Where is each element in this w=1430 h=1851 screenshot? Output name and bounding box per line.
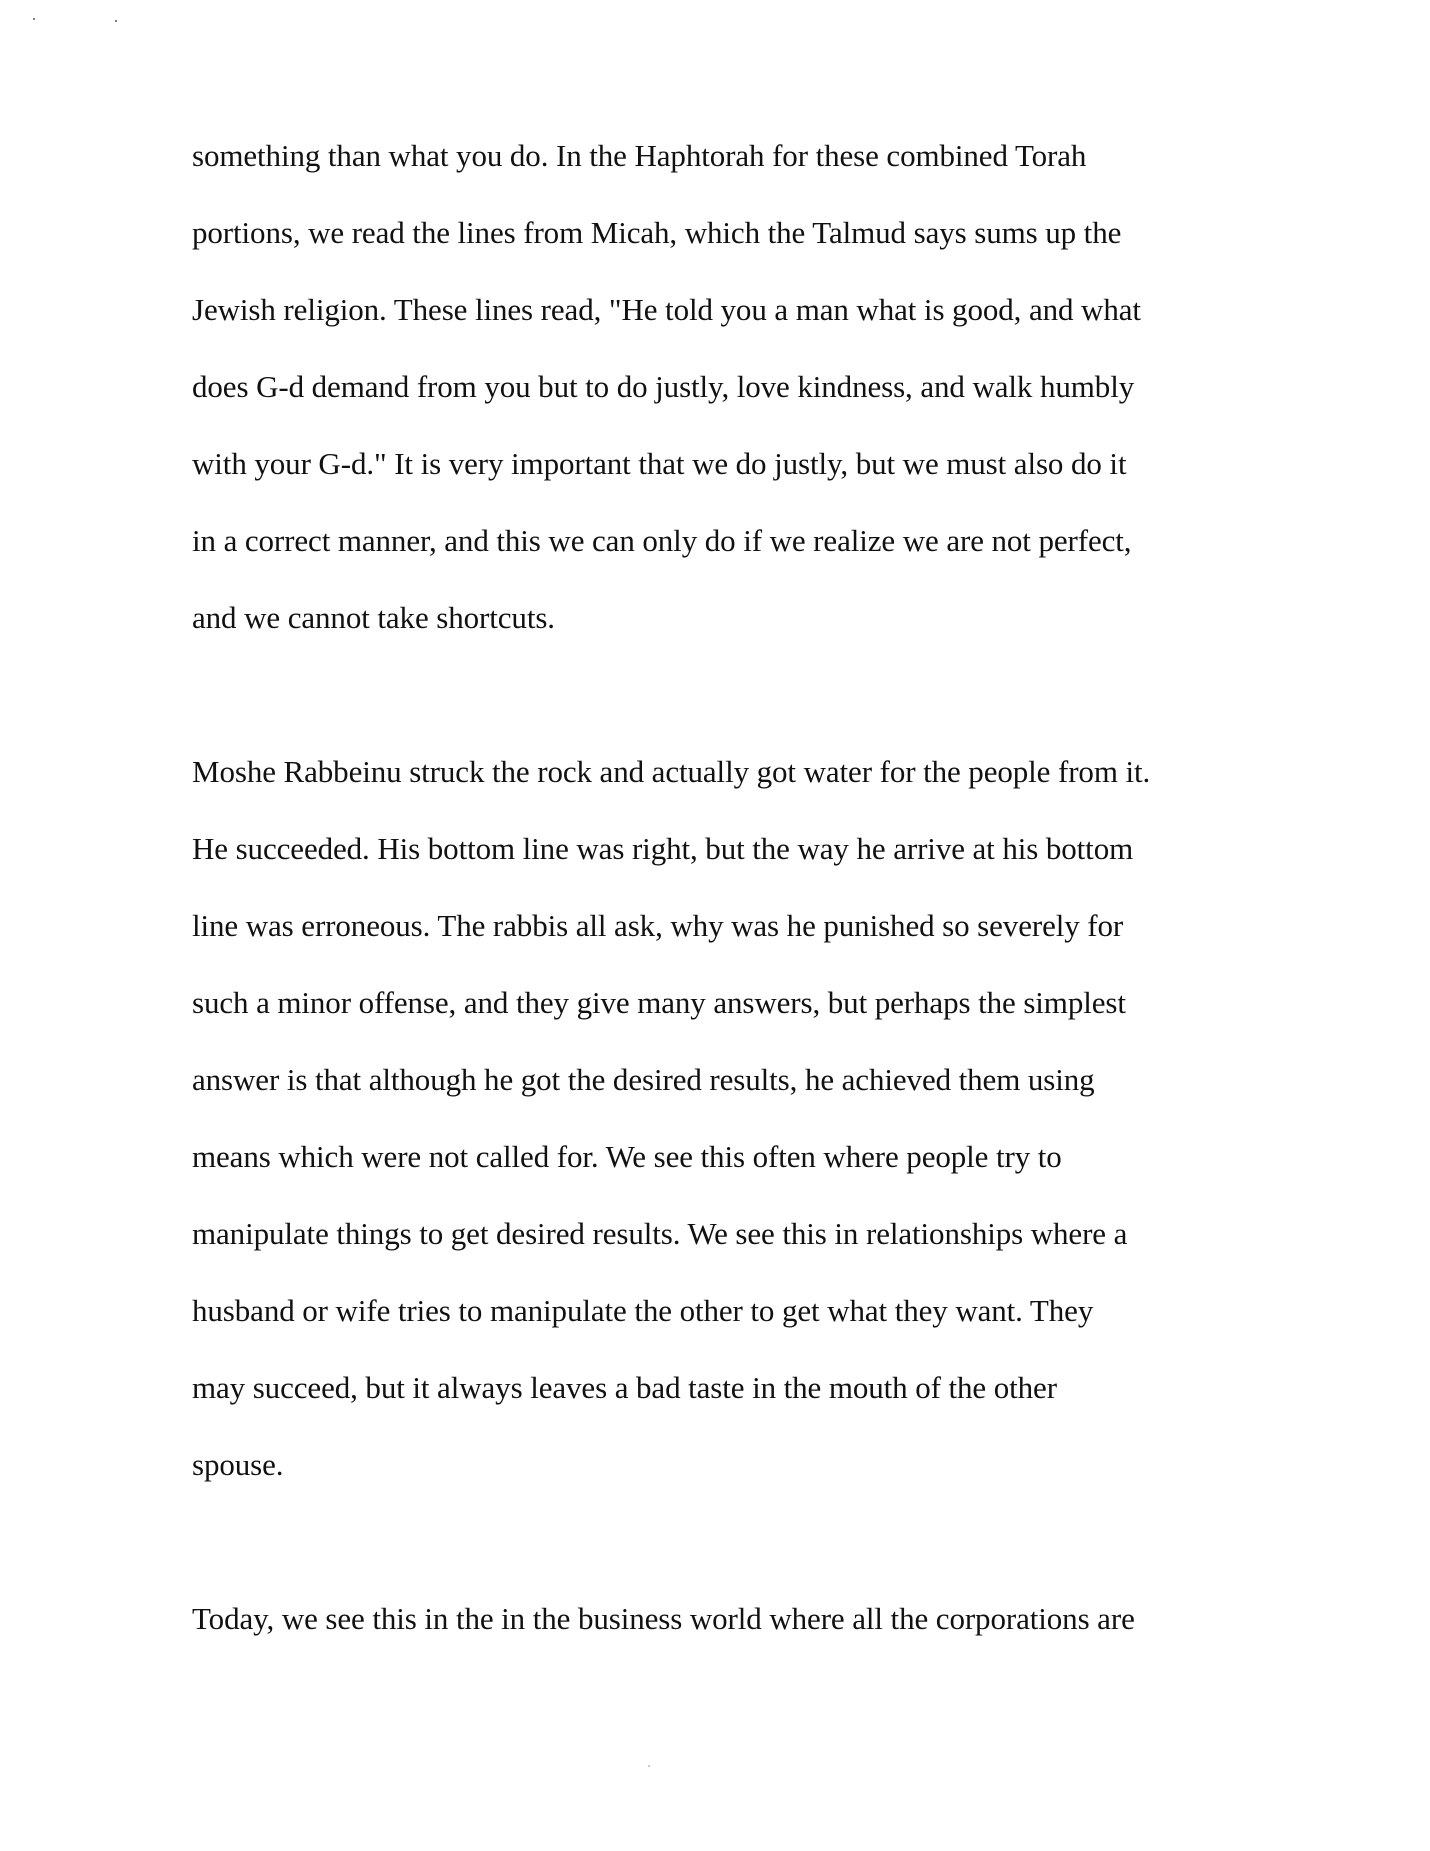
text-line: does G-d demand from you but to do justly, love kindness, and walk humbly — [192, 369, 1135, 404]
text-line: husband or wife tries to manipulate the other to get what they want. They — [192, 1293, 1094, 1328]
text-line: portions, we read the lines from Micah, which the Talmud says sums up the — [192, 215, 1122, 250]
text-line: Jewish religion. These lines read, "He told you a man what is good, and what — [192, 292, 1141, 327]
text-line: means which were not called for. We see this often where people try to — [192, 1139, 1062, 1174]
text-line: answer is that although he got the desired results, he achieved them using — [192, 1062, 1095, 1097]
text-line: spouse. — [192, 1447, 284, 1482]
text-line: He succeeded. His bottom line was right, but the way he arrive at his bottom — [192, 831, 1134, 866]
text-line: such a minor offense, and they give many answers, but perhaps the simplest — [192, 985, 1126, 1020]
text-line: in a correct manner, and this we can only do if we realize we are not perfect, — [192, 523, 1132, 558]
text-line: manipulate things to get desired results. We see this in relationships where a — [192, 1216, 1128, 1251]
text-line: may succeed, but it always leaves a bad taste in the mouth of the other — [192, 1370, 1057, 1405]
scan-speck — [648, 1765, 650, 1767]
scan-speck — [33, 18, 35, 20]
text-line: Today, we see this in the in the business world where all the corporations are — [192, 1601, 1135, 1636]
text-line: something than what you do. In the Haphtorah for these combined Torah — [192, 138, 1087, 173]
text-line: Moshe Rabbeinu struck the rock and actually got water for the people from it. — [192, 754, 1151, 789]
text-line: with your G-d." It is very important that we do justly, but we must also do it — [192, 446, 1127, 481]
text-line: line was erroneous. The rabbis all ask, why was he punished so severely for — [192, 908, 1124, 943]
text-line: and we cannot take shortcuts. — [192, 600, 555, 635]
scan-speck — [115, 20, 117, 22]
